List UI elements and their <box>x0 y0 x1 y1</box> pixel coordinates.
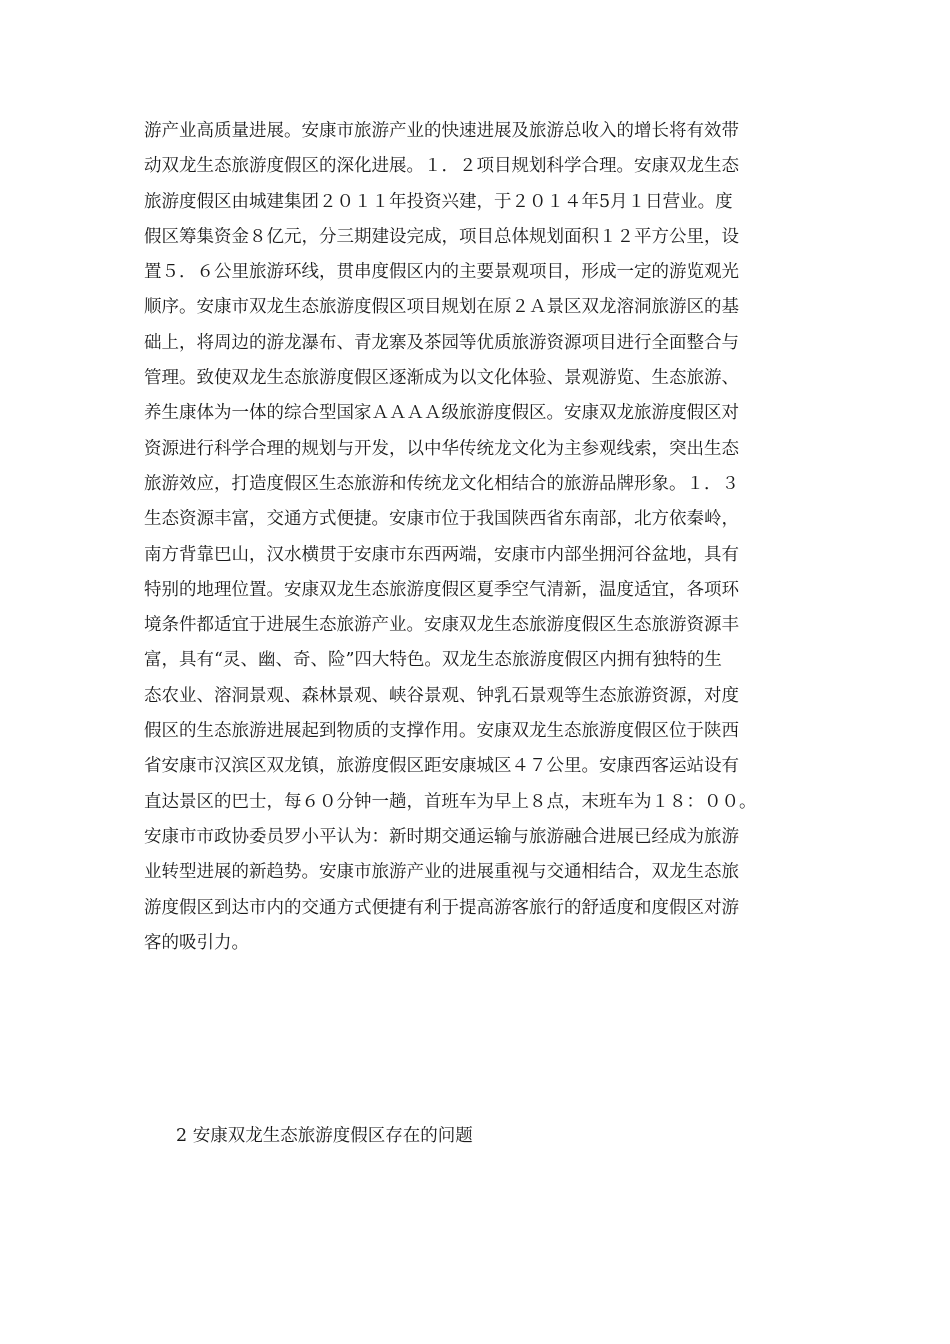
text-line: 养生康体为一体的综合型国家ＡＡＡＡ级旅游度假区。安康双龙旅游度假区对 <box>144 403 739 424</box>
text-line: 特别的地理位置。安康双龙生态旅游度假区夏季空气清新，温度适宜，各项环 <box>144 579 739 600</box>
text-line: 动双龙生态旅游度假区的深化进展。１．２项目规划科学合理。安康双龙生态 <box>144 156 739 177</box>
text-line: 省安康市汉滨区双龙镇，旅游度假区距安康城区４７公里。安康西客运站设有 <box>144 756 739 777</box>
text-line: 安康市市政协委员罗小平认为：新时期交通运输与旅游融合进展已经成为旅游 <box>144 826 739 847</box>
text-line: 假区的生态旅游进展起到物质的支撑作用。安康双龙生态旅游度假区位于陕西 <box>144 721 739 742</box>
text-line: 游度假区到达市内的交通方式便捷有利于提高游客旅行的舒适度和度假区对游 <box>144 897 739 918</box>
text-line: 游产业高质量进展。安康市旅游产业的快速进展及旅游总收入的增长将有效带 <box>144 121 739 141</box>
text-line: 置５．６公里旅游环线，贯串度假区内的主要景观项目，形成一定的游览观光 <box>144 262 739 283</box>
text-line: 境条件都适宜于进展生态旅游产业。安康双龙生态旅游度假区生态旅游资源丰 <box>144 615 739 636</box>
text-line: 旅游效应，打造度假区生态旅游和传统龙文化相结合的旅游品牌形象。１．３ <box>144 473 739 494</box>
text-line: 直达景区的巴士，每６０分钟一趟，首班车为早上８点，末班车为１８：００。 <box>144 791 757 812</box>
text-line: 富，具有“灵、幽、奇、险”四大特色。双龙生态旅游度假区内拥有独特的生 <box>144 650 722 671</box>
section-heading: 2 安康双龙生态旅游度假区存在的问题 <box>176 1126 473 1146</box>
text-line: 业转型进展的新趋势。安康市旅游产业的进展重视与交通相结合，双龙生态旅 <box>144 862 739 883</box>
text-line: 客的吸引力。 <box>144 932 249 953</box>
body-paragraph <box>144 114 834 961</box>
text-line: 顺序。安康市双龙生态旅游度假区项目规划在原２Ａ景区双龙溶洞旅游区的基 <box>144 297 739 318</box>
text-line: 生态资源丰富，交通方式便捷。安康市位于我国陕西省东南部，北方依秦岭， <box>144 509 739 530</box>
text-line: 管理。致使双龙生态旅游度假区逐渐成为以文化体验、景观游览、生态旅游、 <box>144 368 739 389</box>
text-line: 南方背靠巴山，汉水横贯于安康市东西两端，安康市内部坐拥河谷盆地，具有 <box>144 544 739 565</box>
text-line: 态农业、溶洞景观、森林景观、峡谷景观、钟乳石景观等生态旅游资源，对度 <box>144 685 739 706</box>
text-line: 假区筹集资金８亿元，分三期建设完成，项目总体规划面积１２平方公里，设 <box>144 226 739 247</box>
text-line: 础上，将周边的游龙瀑布、青龙寨及茶园等优质旅游资源项目进行全面整合与 <box>144 332 739 353</box>
text-line: 资源进行科学合理的规划与开发，以中华传统龙文化为主参观线索，突出生态 <box>144 438 739 459</box>
text-line: 旅游度假区由城建集团２０１１年投资兴建，于２０１４年5月１日营业。度 <box>144 191 733 212</box>
